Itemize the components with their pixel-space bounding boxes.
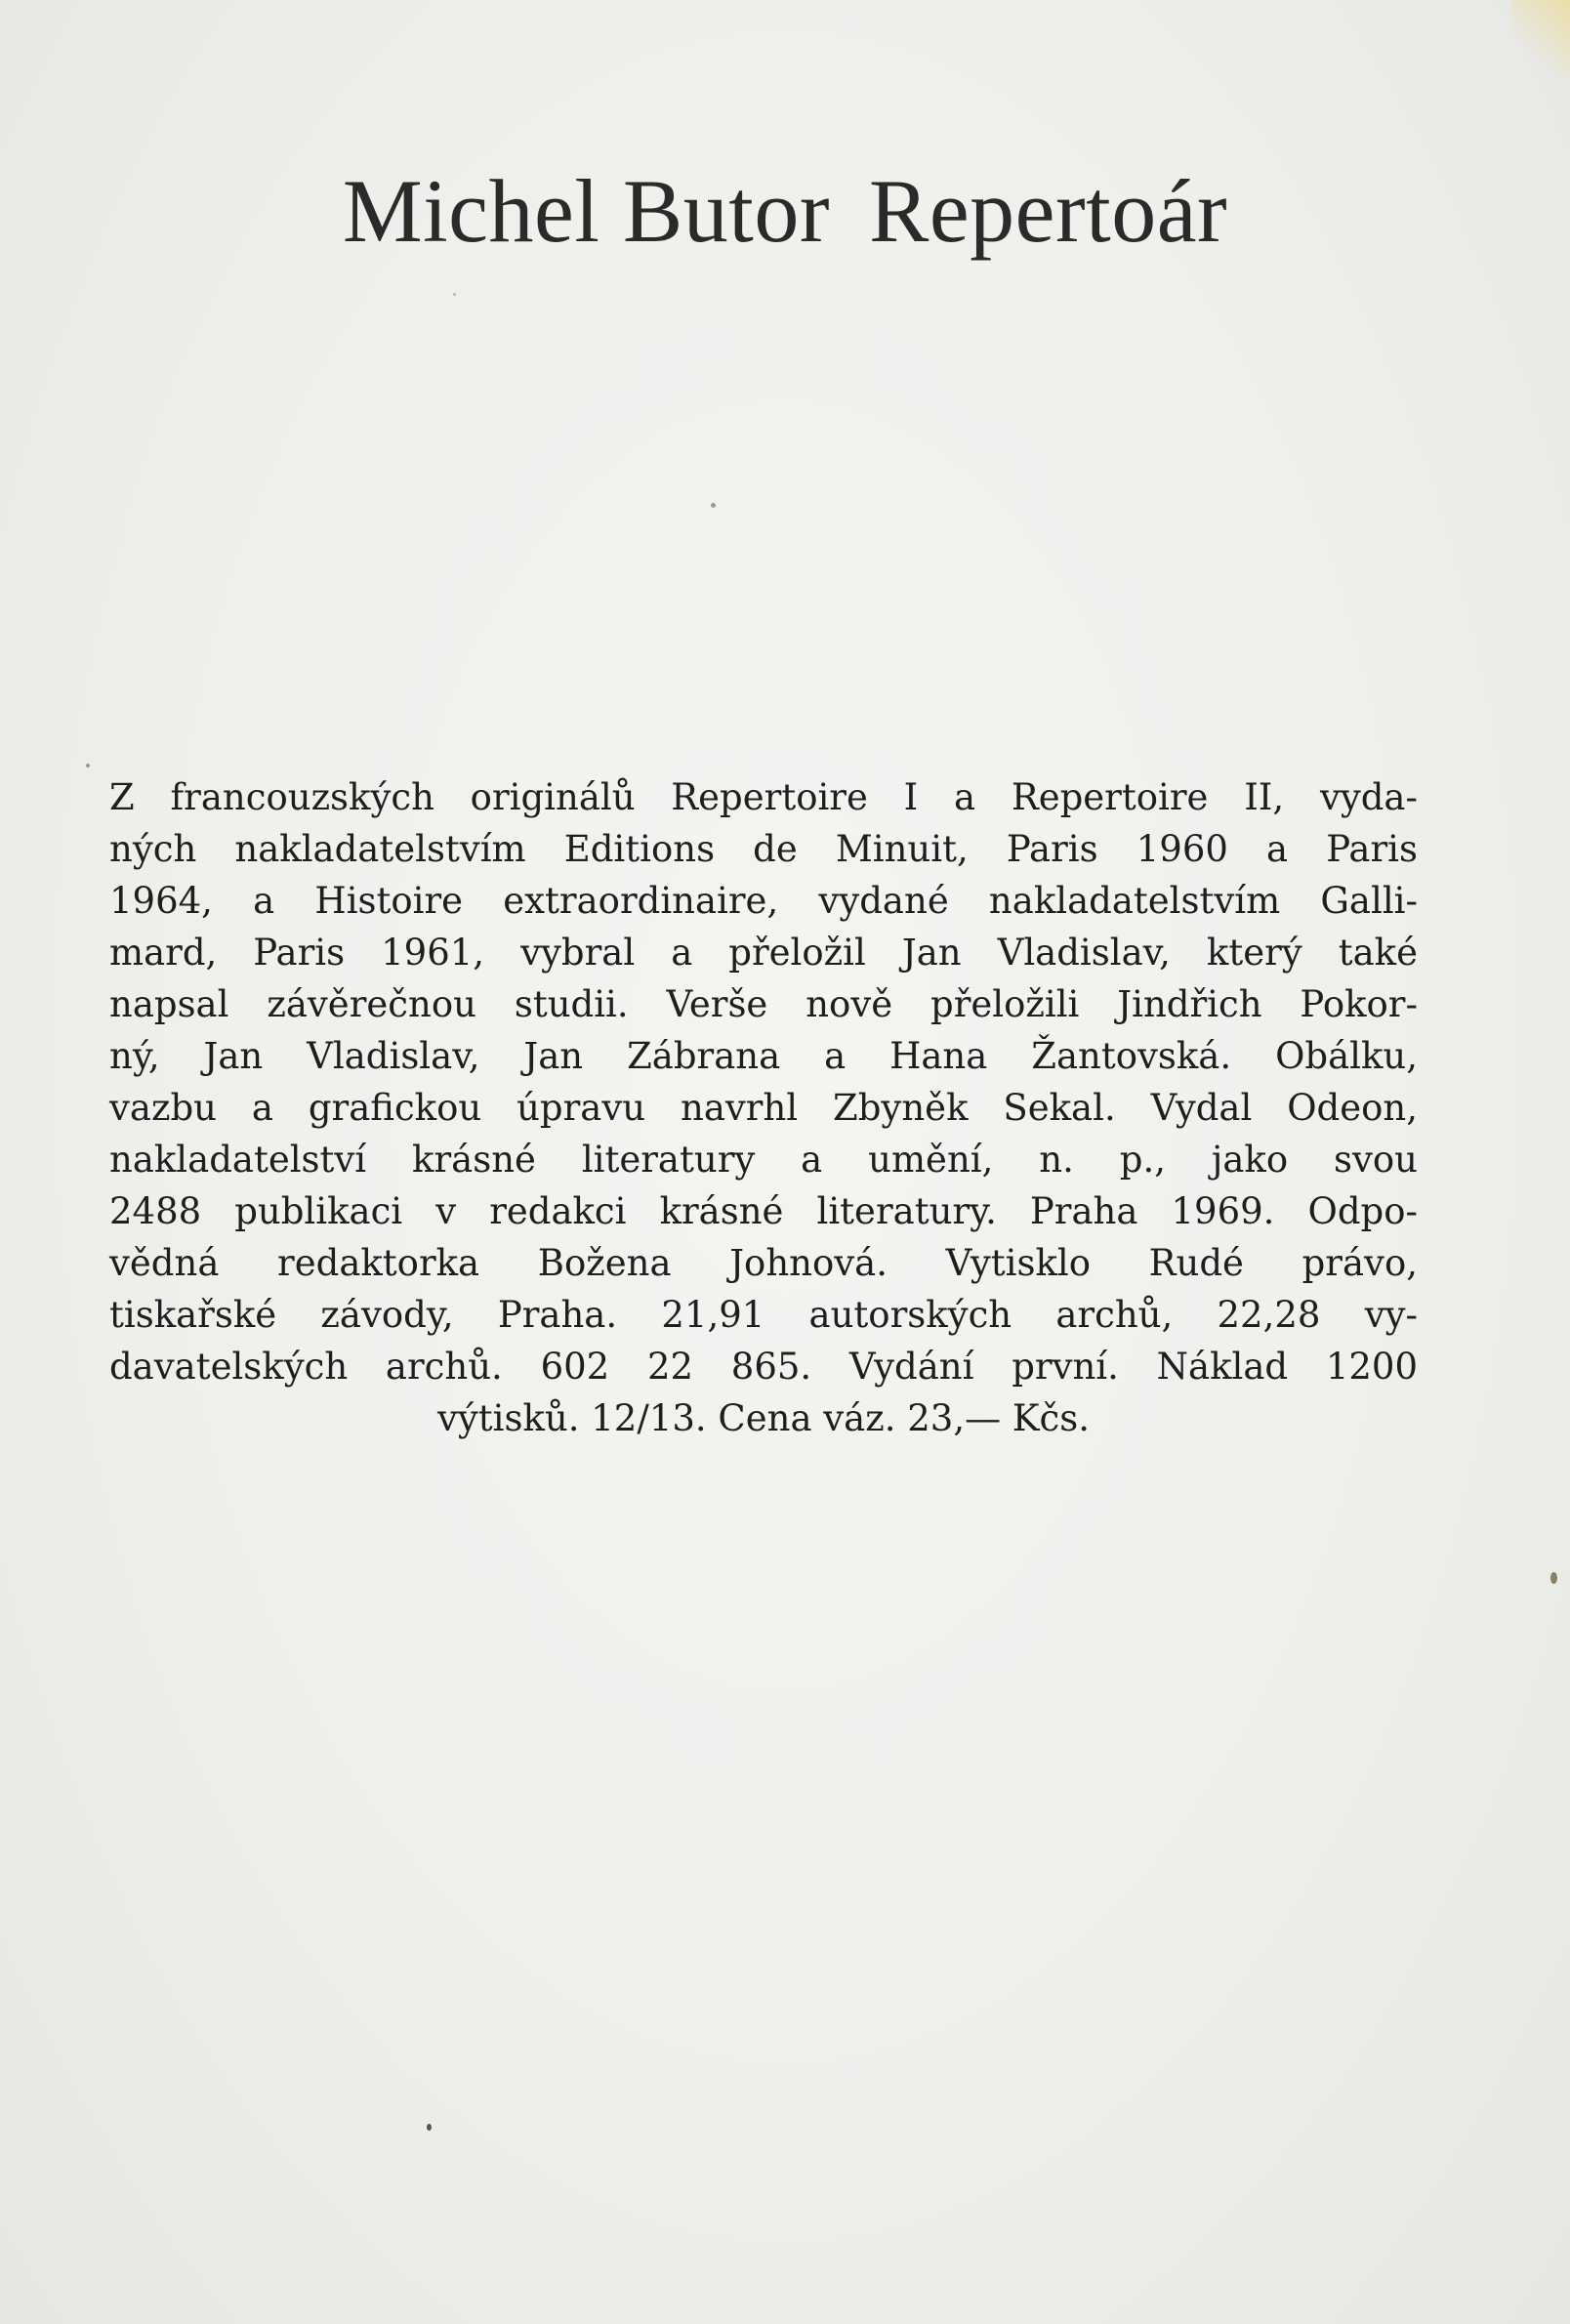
- page-edge-stain: [1511, 0, 1570, 78]
- colophon-line: tiskařské závody, Praha. 21,91 autorských archů, 22,28 vy-: [109, 1294, 1418, 1336]
- colophon-line: ných nakladatelstvím Editions de Minuit, Paris 1960 a Paris: [109, 828, 1418, 870]
- colophon-line: Z francouzských originálů Repertoire I a Repertoire II, vyda-: [109, 776, 1418, 818]
- colophon-line: ný, Jan Vladislav, Jan Zábrana a Hana Žantovská. Obálku,: [109, 1035, 1418, 1077]
- colophon-line: napsal závěrečnou studii. Verše nově přeložili Jindřich Pokor-: [109, 983, 1418, 1025]
- paper-speck: [453, 293, 456, 296]
- paper-speck: [1550, 1572, 1557, 1584]
- colophon-line: 1964, a Histoire extraordinaire, vydané nakladatelstvím Galli-: [109, 880, 1418, 922]
- colophon-line: mard, Paris 1961, vybral a přeložil Jan Vladislav, který také: [109, 932, 1418, 974]
- work-title: Repertoár: [868, 160, 1228, 261]
- colophon-line: 2488 publikaci v redakci krásné literatury. Praha 1969. Odpo-: [109, 1190, 1418, 1232]
- paper-speck: [86, 764, 90, 768]
- colophon-line: vědná redaktorka Božena Johnová. Vytisklo Rudé právo,: [109, 1242, 1418, 1284]
- paper-speck: [427, 2124, 432, 2131]
- colophon-line-last: výtisků. 12/13. Cena váz. 23,— Kčs.: [437, 1397, 1090, 1439]
- colophon-line: nakladatelství krásné literatury a umění, n. p., jako svou: [109, 1139, 1418, 1181]
- author-name: Michel Butor: [342, 160, 830, 261]
- colophon-text: [109, 771, 1418, 1444]
- book-title: [0, 160, 1570, 261]
- colophon-line: vazbu a grafickou úpravu navrhl Zbyněk Sekal. Vydal Odeon,: [109, 1087, 1418, 1129]
- colophon-line: davatelských archů. 602 22 865. Vydání první. Náklad 1200: [109, 1346, 1418, 1388]
- paper-speck: [711, 503, 716, 508]
